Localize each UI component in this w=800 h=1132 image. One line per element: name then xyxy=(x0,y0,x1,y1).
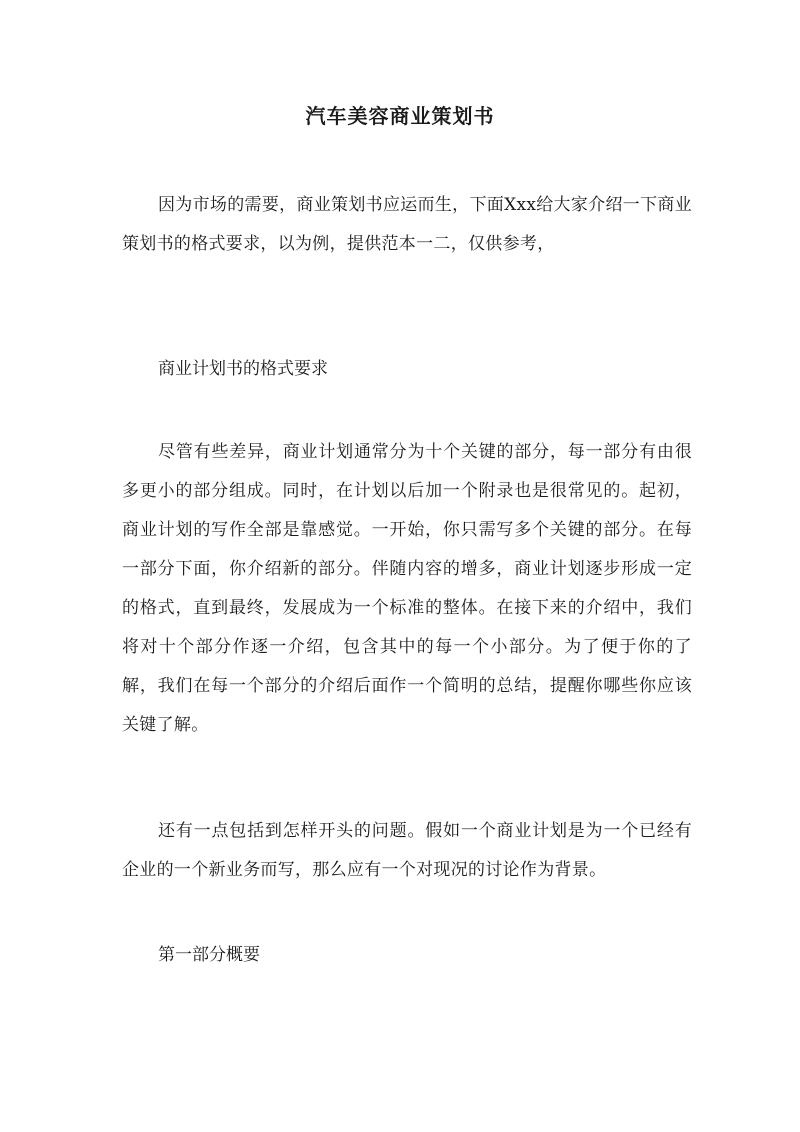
section-heading-overview: 第一部分概要 xyxy=(158,945,260,965)
document-title: 汽车美容商业策划书 xyxy=(305,104,495,128)
body-paragraph-2: 还有一点包括到怎样开头的问题。假如一个商业计划是为一个已经有企业的一个新业务而写，那么应有一个对现况的讨论作为背景。 xyxy=(122,821,692,880)
section-heading-format: 商业计划书的格式要求 xyxy=(158,359,328,379)
body-paragraph-1: 尽管有些差异，商业计划通常分为十个关键的部分，每一部分有由很多更小的部分组成。同时，在计划以后加一个附录也是很常见的。起初，商业计划的写作全部是靠感觉。一开始，你只需写多个关键的部分。在每一部分下面，你介绍新的部分。伴随内容的增多，商业计划逐步形成一定的格式，直到最终，发展成为一个标准的整体。在接下来的介绍中，我们将对十个部分作逐一介绍，包含其中的每一个小部分。为了便于你的了解，我们在每一个部分的介绍后面作一个简明的总结，提醒你哪些你应该关键了解。 xyxy=(122,442,692,735)
intro-paragraph: 因为市场的需要，商业策划书应运而生，下面Xxx给大家介绍一下商业策划书的格式要求，以为例，提供范本一二，仅供参考， xyxy=(122,195,692,254)
